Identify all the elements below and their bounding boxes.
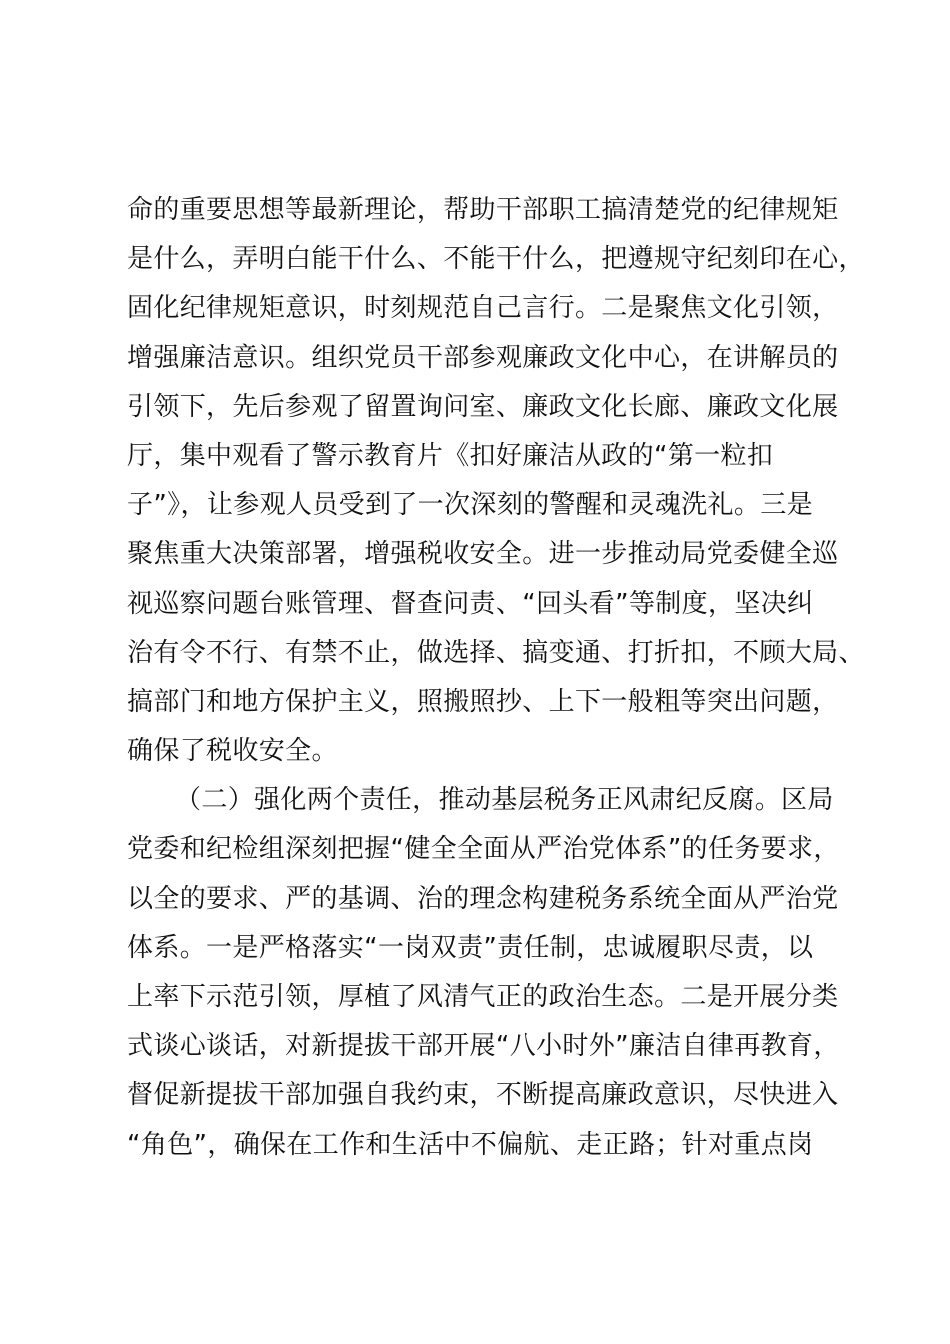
text-line-2: 是什么，弄明白能干什么、不能干什么，把遵规守纪刻印在心， [127,244,865,275]
text-line-18: 式谈心谈话，对新提拔干部开展“八小时外”廉洁自律再教育， [127,1031,840,1062]
text-line-16: 体系。一是严格落实“一岗双责”责任制，忠诚履职尽责，以 [127,932,814,963]
text-line-12: 确保了税收安全。 [127,736,338,767]
paragraph-heading-line: （二）强化两个责任，推动基层税务正风肃纪反腐。区局 [175,785,834,816]
text-line-8: 聚焦重大决策部署，增强税收安全。进一步推动局党委健全巡 [127,539,839,570]
text-line-5: 引领下，先后参观了留置询问室、廉政文化长廊、廉政文化展 [127,391,839,422]
text-line-1: 命的重要思想等最新理论，帮助干部职工搞清楚党的纪律规矩 [127,195,839,225]
text-line-11: 搞部门和地方保护主义，照搬照抄、上下一般粗等突出问题， [127,686,839,717]
text-line-17: 上率下示范引领，厚植了风清气正的政治生态。二是开展分类 [127,982,839,1012]
text-line-3: 固化纪律规矩意识，时刻规范自己言行。二是聚焦文化引领， [127,293,839,324]
text-line-15: 以全的要求、严的基调、治的理念构建税务系统全面从严治党 [127,883,839,914]
text-line-14: 党委和纪检组深刻把握“健全全面从严治党体系”的任务要求， [127,834,840,865]
text-line-6: 厅，集中观看了警示教育片《扣好廉洁从政的“第一粒扣 [127,440,774,471]
text-line-9: 视巡察问题台账管理、督查问责、“回头看”等制度，坚决纠 [127,588,814,619]
body-text [127,186,867,1170]
text-line-10: 治有令不行、有禁不止，做选择、搞变通、打折扣，不顾大局、 [127,637,865,668]
text-line-7: 子”》，让参观人员受到了一次深刻的警醒和灵魂洗礼。三是 [127,490,813,521]
text-line-19: 督促新提拔干部加强自我约束，不断提高廉政意识，尽快进入 [127,1080,839,1111]
text-line-20: “角色”，确保在工作和生活中不偏航、走正路；针对重点岗 [127,1129,814,1160]
text-line-4: 增强廉洁意识。组织党员干部参观廉政文化中心，在讲解员的 [127,342,839,373]
